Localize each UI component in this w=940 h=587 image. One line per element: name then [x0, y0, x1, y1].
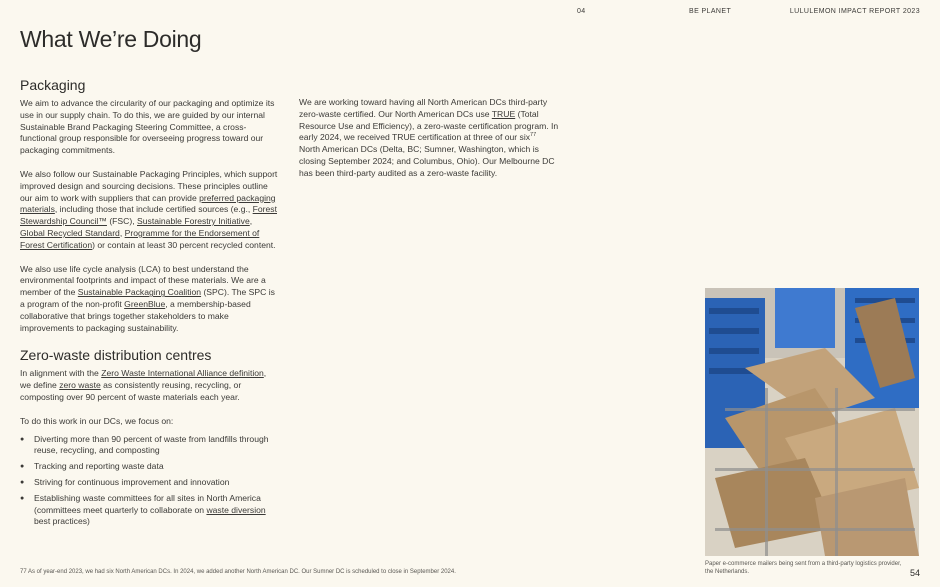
link-true[interactable]: TRUE	[491, 108, 516, 119]
link-pefc[interactable]: Programme for the Endorsement of Forest Certification	[20, 227, 260, 250]
packaging-paragraph-2: We also follow our Sustainable Packaging Principles, which support improved design and sourcing decisions. These principles outline our aim to work with suppliers that can provide preferred packaging materials, including those that include certified sources (e.g., Forest Stewardship Council™ (FSC), Sustainable Forestry Initiative, Global Recycled Standard, Programme for the Endorsement of Forest Certification) or contain at least 30 percent recycled content.	[20, 168, 278, 250]
zero-waste-heading: Zero-waste distribution centres	[20, 347, 212, 364]
header-report-title: LULULEMON IMPACT REPORT 2023	[789, 8, 920, 15]
mailers-photo	[705, 288, 919, 556]
packaging-heading: Packaging	[20, 77, 86, 93]
focus-intro: To do this work in our DCs, we focus on:	[20, 415, 174, 426]
header-section-title: BE PLANET	[689, 8, 732, 15]
focus-list	[20, 434, 278, 529]
page-title: What We’re Doing	[20, 26, 202, 52]
page-number: 54	[909, 568, 920, 578]
certification-paragraph: We are working toward having all North American DCs third-party zero-waste certified. Our North American DCs use TRUE (Total Resource Use and Efficiency), a zero-waste certification program. In early 2024, we received TRUE certification at three of our six$^{77}$ North American DCs (Delta, BC; Sumner, Washington, which is closing September 2024; and Columbus, Ohio). Our Melbourne DC has been third-party audited as a zero-waste facility.	[299, 97, 559, 178]
left-column	[20, 76, 278, 532]
photo-caption: Paper e-commerce mailers being sent from a third-party logistics provider, the Netherlands.	[705, 561, 902, 575]
packaging-paragraph-3: We also use life cycle analysis (LCA) to best understand the environmental footprints and impact of these materials. We are a member of the Sustainable Packaging Coalition (SPC). The SPC is a program of the non-profit GreenBlue, a membership-based collaborative that brings together stakeholders to make improvements to packaging sustainability.	[20, 263, 275, 333]
list-item: ● Diverting more than 90 percent of waste from landfills through reuse, recycling, and composting	[20, 434, 278, 458]
link-waste-diversion[interactable]: waste diversion	[206, 504, 266, 515]
header-section-number: 04	[577, 8, 586, 15]
link-sfi[interactable]: Sustainable Forestry Initiative	[137, 216, 250, 227]
link-greenblue[interactable]: GreenBlue	[124, 298, 166, 309]
packaging-paragraph-1: We aim to advance the circularity of our packaging and optimize its use in our supply chain. To do this, we are guided by our internal Sustainable Brand Packaging Steering Committee, a cross-functional group responsible for overseeing progress toward our packaging commitments.	[20, 98, 275, 156]
list-item: ● Tracking and reporting waste data	[20, 461, 278, 473]
mailers-photo-image	[705, 288, 919, 556]
link-zero-waste[interactable]: zero waste	[59, 380, 101, 391]
link-fsc[interactable]: Forest Stewardship Council™	[20, 204, 277, 227]
link-preferred-packaging-materials[interactable]: preferred packaging materials	[20, 192, 276, 215]
zero-waste-paragraph: In alignment with the Zero Waste International Alliance definition, we define zero waste as consistently reusing, recycling, or composting over 90 percent of waste materials each year.	[20, 368, 267, 402]
link-ziwa-definition[interactable]: Zero Waste International Alliance definition	[101, 368, 264, 379]
list-item: ● Striving for continuous improvement and innovation	[20, 477, 278, 489]
list-item: ● Establishing waste committees for all sites in North America (committees meet quarterly to collaborate on waste diversion best practices)	[20, 493, 278, 528]
link-spc[interactable]: Sustainable Packaging Coalition	[77, 287, 202, 298]
link-grs[interactable]: Global Recycled Standard	[20, 227, 120, 238]
footnote: 77 As of year-end 2023, we had six North American DCs. In 2024, we added another North American DC. Our Sumner DC is scheduled to close in September 2024.	[20, 569, 456, 575]
middle-column	[299, 97, 559, 192]
footnote-ref[interactable]: 77	[530, 132, 537, 139]
